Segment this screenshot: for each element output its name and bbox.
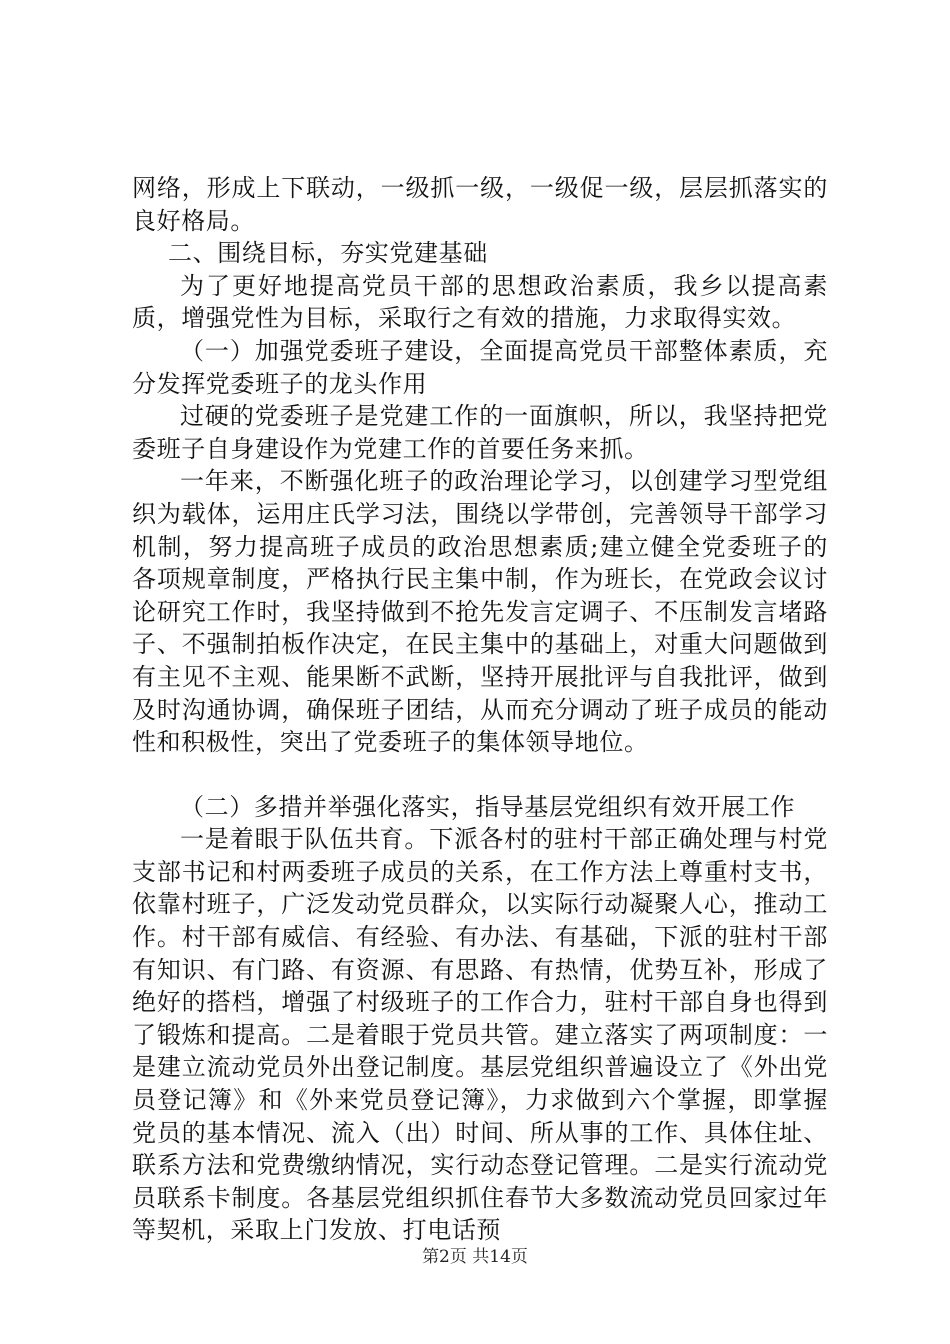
subsection-heading-1: （一）加强党委班子建设，全面提高党员干部整体素质，充分发挥党委班子的龙头作用 [132, 336, 828, 398]
page-number-footer: 第2页 共14页 [422, 1247, 528, 1267]
document-body [132, 172, 828, 1247]
paragraph-study: 一年来，不断强化班子的政治理论学习，以创建学习型党组织为载体，运用庄氏学习法，围绕以学带创，完善领导干部学习机制，努力提高班子成员的政治思想素质;建立健全党委班子的各项规章制度，严格执行民主集中制，作为班长，在党政会议讨论研究工作时，我坚持做到不抢先发言定调子、不压制发言堵路子、不强制拍板作决定，在民主集中的基础上，对重大问题做到有主见不主观、能果断不武断，坚持开展批评与自我批评，做到及时沟通协调，确保班子团结，从而充分调动了班子成员的能动性和积极性，突出了党委班子的集体领导地位。 [132, 467, 828, 757]
section-heading: 二、围绕目标，夯实党建基础 [168, 239, 488, 268]
paragraph-party-committee: 过硬的党委班子是党建工作的一面旗帜，所以，我坚持把党委班子自身建设作为党建工作的首要任务来抓。 [132, 402, 828, 463]
paragraph-continuation: 网络，形成上下联动，一级抓一级，一级促一级，层层抓落实的良好格局。 [132, 174, 828, 235]
paragraph-measures: 一是着眼于队伍共育。下派各村的驻村干部正确处理与村党支部书记和村两委班子成员的关系，在工作方法上尊重村支书，依靠村班子，广泛发动党员群众，以实际行动凝聚人心，推动工作。村干部有威信、有经验、有办法、有基础，下派的驻村干部有知识、有门路、有资源、有思路、有热情，优势互补，形成了绝好的搭档，增强了村级班子的工作合力，驻村干部自身也得到了锻炼和提高。二是着眼于党员共管。建立落实了两项制度：一是建立流动党员外出登记制度。基层党组织普遍设立了《外出党员登记簿》和《外来党员登记簿》，力求做到六个掌握，即掌握党员的基本情况、流入（出）时间、所从事的工作、具体住址、联系方法和党费缴纳情况，实行动态登记管理。二是实行流动党员联系卡制度。各基层党组织抓住春节大多数流动党员回家过年等契机，采取上门发放、打电话预 [132, 825, 828, 1245]
subsection-heading-2: （二）多措并举强化落实，指导基层党组织有效开展工作 [180, 792, 795, 821]
paragraph-intro: 为了更好地提高党员干部的思想政治素质，我乡以提高素质，增强党性为目标，采取行之有效的措施，力求取得实效。 [132, 271, 828, 333]
